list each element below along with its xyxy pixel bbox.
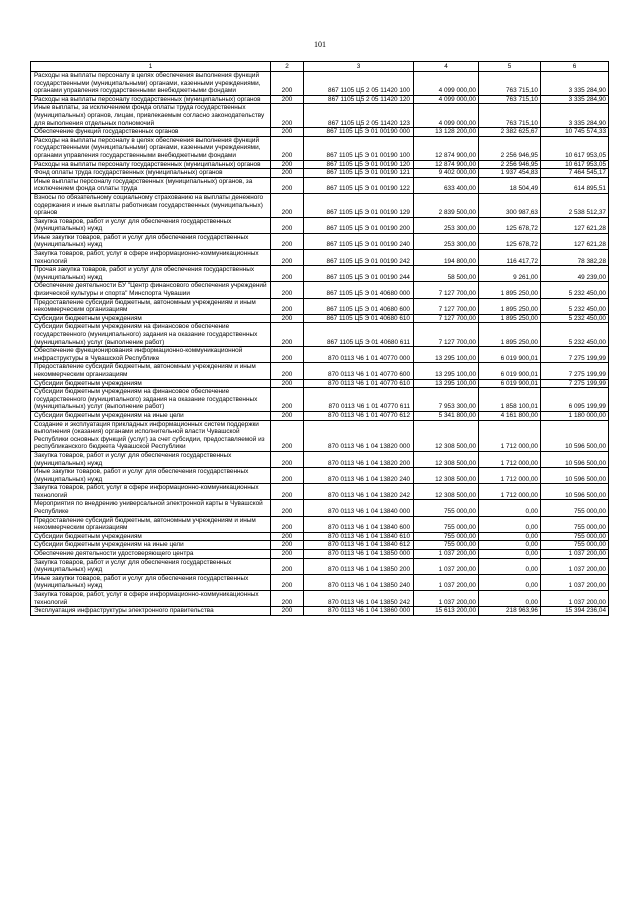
row-value-col4: 1 037 200,00 [414,558,479,574]
row-description: Расходы на выплаты персоналу в целях обеспечения выполнения функций государственными (муниципальными) органами, казенными учреждениями, органами управления государственными внебюджетными фондами [31,136,271,160]
header-cell: 3 [304,62,414,72]
row-description: Фонд оплаты труда государственных (муниципальных) органов [31,169,271,178]
row-column-2: 200 [271,363,304,379]
row-value-col5: 0,00 [479,516,541,532]
row-value-col6: 3 335 284,90 [541,95,609,104]
row-column-2: 200 [271,314,304,323]
row-value-col5: 2 256 946,95 [479,136,541,160]
row-value-col6: 2 538 512,37 [541,193,609,217]
row-description: Иные выплаты персоналу государственных (муниципальных) органов, за исключением фонда оплаты труда [31,177,271,193]
row-value-col5: 1 712 000,00 [479,468,541,484]
row-classification-code: 867 1105 Ц5 Э 01 00190 000 [304,128,414,137]
row-value-col5: 763 715,10 [479,72,541,96]
row-description: Расходы на выплаты персоналу государственных (муниципальных) органов [31,95,271,104]
table-row [31,550,609,559]
row-column-2: 200 [271,282,304,298]
row-value-col5: 763 715,10 [479,104,541,128]
row-value-col4: 4 099 000,00 [414,72,479,96]
row-value-col5: 0,00 [479,532,541,541]
row-description: Прочая закупка товаров, работ и услуг для обеспечения государственных (муниципальных) нужд [31,266,271,282]
table-row [31,217,609,233]
row-value-col6: 1 037 200,00 [541,558,609,574]
row-value-col4: 253 300,00 [414,233,479,249]
row-value-col4: 755 000,00 [414,541,479,550]
table-row [31,500,609,516]
row-classification-code: 870 0113 Ч6 1 01 40770 000 [304,347,414,363]
row-value-col4: 12 308 500,00 [414,420,479,451]
row-description: Субсидии бюджетным учреждениям [31,379,271,388]
row-column-2: 200 [271,379,304,388]
row-description: Субсидии бюджетным учреждениям [31,532,271,541]
row-classification-code: 867 1105 Ц5 2 05 11420 100 [304,72,414,96]
row-classification-code: 867 1105 Ц5 Э 01 00190 100 [304,136,414,160]
row-description: Мероприятия по внедрению универсальной электронной карты в Чувашской Республике [31,500,271,516]
row-classification-code: 867 1105 Ц5 Э 01 00190 120 [304,160,414,169]
row-value-col6: 3 335 284,90 [541,104,609,128]
row-column-2: 200 [271,420,304,451]
row-description: Субсидии бюджетным учреждениям на финансовое обеспечение государственного (муниципального) задания на оказание государственных (муниципальных) услуг (выполнение работ) [31,323,271,347]
row-description: Закупка товаров, работ, услуг в сфере информационно-коммуникационных технологий [31,484,271,500]
row-description: Эксплуатация инфраструктуры электронного правительства [31,607,271,616]
row-column-2: 200 [271,95,304,104]
row-value-col5: 2 256 946,95 [479,160,541,169]
row-description: Закупка товаров, работ и услуг для обеспечения государственных (муниципальных) нужд [31,451,271,467]
row-value-col5: 0,00 [479,574,541,590]
row-description: Создание и эксплуатация прикладных информационных систем поддержки выполнения (оказания) органами исполнительной власти Чувашской Республики основных функций (услуг) за счет субсидии, предоставляемой из республиканского бюджета Чувашской Республики [31,420,271,451]
row-value-col5: 0,00 [479,500,541,516]
row-value-col6: 10 596 500,00 [541,420,609,451]
row-value-col4: 4 099 000,00 [414,104,479,128]
row-value-col6: 755 000,00 [541,541,609,550]
header-cell: 6 [541,62,609,72]
row-value-col4: 7 127 700,00 [414,298,479,314]
row-description: Иные закупки товаров, работ и услуг для обеспечения государственных (муниципальных) нужд [31,574,271,590]
row-column-2: 200 [271,451,304,467]
row-description: Расходы на выплаты персоналу в целях обеспечения выполнения функций государственными (муниципальными) органами, казенными учреждениями, органами управления государственными внебюджетными фондами [31,72,271,96]
row-value-col6: 49 239,00 [541,266,609,282]
row-column-2: 200 [271,128,304,137]
header-cell: 2 [271,62,304,72]
row-classification-code: 870 0113 Ч6 1 01 40770 600 [304,363,414,379]
row-value-col5: 9 261,00 [479,266,541,282]
row-classification-code: 870 0113 Ч6 1 04 13850 000 [304,550,414,559]
row-value-col6: 614 895,51 [541,177,609,193]
row-value-col5: 18 504,49 [479,177,541,193]
row-description: Субсидии бюджетным учреждениям на финансовое обеспечение государственного (муниципального) задания на оказание государственных (муниципальных) услуг (выполнение работ) [31,388,271,412]
row-column-2: 200 [271,177,304,193]
row-description: Обеспечение функций государственных органов [31,128,271,137]
row-column-2: 200 [271,298,304,314]
row-column-2: 200 [271,411,304,420]
row-description: Субсидии бюджетным учреждениям на иные цели [31,411,271,420]
row-classification-code: 870 0113 Ч6 1 04 13840 612 [304,541,414,550]
row-value-col5: 1 895 250,00 [479,282,541,298]
row-column-2: 200 [271,193,304,217]
table-row [31,516,609,532]
table-row [31,541,609,550]
row-value-col6: 5 232 450,00 [541,323,609,347]
row-value-col5: 6 019 900,01 [479,347,541,363]
row-value-col4: 194 800,00 [414,250,479,266]
table-row [31,451,609,467]
row-classification-code: 867 1105 Ц5 Э 01 00190 242 [304,250,414,266]
row-value-col4: 12 308 500,00 [414,484,479,500]
row-value-col5: 2 382 625,67 [479,128,541,137]
row-classification-code: 867 1105 Ц5 2 05 11420 123 [304,104,414,128]
row-classification-code: 867 1105 Ц5 Э 01 40680 600 [304,298,414,314]
row-column-2: 200 [271,217,304,233]
row-value-col6: 127 621,28 [541,233,609,249]
row-value-col5: 0,00 [479,550,541,559]
row-column-2: 200 [271,266,304,282]
row-description: Взносы по обязательному социальному страхованию на выплаты денежного содержания и иные выплаты работникам государственных (муниципальных) органов [31,193,271,217]
row-column-2: 200 [271,532,304,541]
row-column-2: 200 [271,323,304,347]
table-row [31,314,609,323]
row-column-2: 200 [271,347,304,363]
row-value-col6: 7 275 199,99 [541,347,609,363]
row-description: Обеспечение деятельности БУ "Центр финансового обеспечения учреждений физической культуры и спорта" Минспорта Чувашии [31,282,271,298]
row-value-col6: 5 232 450,00 [541,298,609,314]
header-row [31,62,609,72]
row-value-col6: 755 000,00 [541,516,609,532]
table-row [31,298,609,314]
row-column-2: 200 [271,484,304,500]
row-value-col4: 9 402 000,00 [414,169,479,178]
row-classification-code: 867 1105 Ц5 Э 01 00190 240 [304,233,414,249]
row-value-col4: 755 000,00 [414,516,479,532]
table-row [31,282,609,298]
row-value-col6: 1 037 200,00 [541,550,609,559]
table-row [31,420,609,451]
table-row [31,72,609,96]
row-value-col4: 755 000,00 [414,500,479,516]
row-value-col5: 0,00 [479,591,541,607]
table-row [31,128,609,137]
row-column-2: 200 [271,468,304,484]
table-row [31,193,609,217]
row-value-col6: 15 394 236,04 [541,607,609,616]
row-value-col5: 1 712 000,00 [479,451,541,467]
row-value-col4: 5 341 800,00 [414,411,479,420]
row-column-2: 200 [271,541,304,550]
row-classification-code: 867 1105 Ц5 2 05 11420 120 [304,95,414,104]
row-classification-code: 870 0113 Ч6 1 04 13840 600 [304,516,414,532]
row-classification-code: 870 0113 Ч6 1 04 13850 242 [304,591,414,607]
row-value-col5: 300 987,63 [479,193,541,217]
row-value-col6: 5 232 450,00 [541,282,609,298]
row-description: Закупка товаров, работ и услуг для обеспечения государственных (муниципальных) нужд [31,558,271,574]
page-number: 101 [314,40,326,49]
row-value-col4: 13 128 200,00 [414,128,479,137]
row-value-col4: 12 874 900,00 [414,160,479,169]
row-value-col6: 78 382,28 [541,250,609,266]
row-description: Обеспечение функционирования информационно-коммуникационной инфраструктуры в Чувашской Республике [31,347,271,363]
row-value-col4: 12 874 900,00 [414,136,479,160]
row-value-col5: 0,00 [479,541,541,550]
table-row [31,607,609,616]
row-classification-code: 870 0113 Ч6 1 04 13840 000 [304,500,414,516]
table-row [31,136,609,160]
row-column-2: 200 [271,607,304,616]
table-row [31,266,609,282]
table-row [31,177,609,193]
row-classification-code: 870 0113 Ч6 1 04 13820 000 [304,420,414,451]
row-value-col6: 10 596 500,00 [541,451,609,467]
row-value-col4: 13 295 100,00 [414,379,479,388]
row-value-col6: 1 180 000,00 [541,411,609,420]
row-column-2: 200 [271,104,304,128]
row-column-2: 200 [271,550,304,559]
row-value-col5: 6 019 900,01 [479,363,541,379]
row-value-col5: 1 937 454,83 [479,169,541,178]
row-description: Предоставление субсидий бюджетным, автономным учреждениям и иным некоммерческим организациям [31,363,271,379]
row-value-col6: 755 000,00 [541,532,609,541]
row-value-col4: 58 500,00 [414,266,479,282]
table-row [31,484,609,500]
row-value-col4: 1 037 200,00 [414,591,479,607]
row-column-2: 200 [271,574,304,590]
row-value-col4: 1 037 200,00 [414,550,479,559]
row-description: Субсидии бюджетным учреждениям [31,314,271,323]
row-value-col4: 755 000,00 [414,532,479,541]
row-value-col4: 7 127 700,00 [414,323,479,347]
row-value-col6: 7 275 199,99 [541,379,609,388]
table-row [31,558,609,574]
row-value-col6: 10 596 500,00 [541,484,609,500]
row-classification-code: 867 1105 Ц5 Э 01 40680 000 [304,282,414,298]
table-row [31,411,609,420]
row-description: Иные выплаты, за исключением фонда оплаты труда государственных (муниципальных) органов, лицам, привлекаемым согласно законодательству для выполнения отдельных полномочий [31,104,271,128]
row-value-col4: 7 127 700,00 [414,314,479,323]
row-classification-code: 867 1105 Ц5 Э 01 00190 129 [304,193,414,217]
row-value-col5: 125 678,72 [479,217,541,233]
row-classification-code: 870 0113 Ч6 1 01 40770 610 [304,379,414,388]
row-column-2: 200 [271,72,304,96]
row-description: Иные закупки товаров, работ и услуг для обеспечения государственных (муниципальных) нужд [31,233,271,249]
row-value-col6: 6 095 199,99 [541,388,609,412]
row-value-col4: 4 099 000,00 [414,95,479,104]
row-value-col5: 1 895 250,00 [479,314,541,323]
row-value-col6: 1 037 200,00 [541,591,609,607]
row-value-col5: 763 715,10 [479,95,541,104]
row-classification-code: 870 0113 Ч6 1 04 13840 610 [304,532,414,541]
row-classification-code: 867 1105 Ц5 Э 01 00190 244 [304,266,414,282]
row-column-2: 200 [271,160,304,169]
row-column-2: 200 [271,136,304,160]
row-description: Иные закупки товаров, работ и услуг для обеспечения государственных (муниципальных) нужд [31,468,271,484]
row-value-col5: 125 678,72 [479,233,541,249]
row-column-2: 200 [271,169,304,178]
table-row [31,104,609,128]
row-description: Закупка товаров, работ, услуг в сфере информационно-коммуникационных технологий [31,591,271,607]
table-body [31,72,609,616]
row-value-col4: 13 295 100,00 [414,363,479,379]
row-value-col5: 6 019 900,01 [479,379,541,388]
row-value-col4: 15 613 200,00 [414,607,479,616]
table-row [31,379,609,388]
table-row [31,323,609,347]
row-value-col5: 1 895 250,00 [479,298,541,314]
row-value-col5: 1 712 000,00 [479,420,541,451]
row-value-col4: 1 037 200,00 [414,574,479,590]
row-value-col6: 5 232 450,00 [541,314,609,323]
row-value-col6: 7 275 199,99 [541,363,609,379]
row-value-col5: 1 712 000,00 [479,484,541,500]
row-value-col6: 10 617 953,05 [541,160,609,169]
table-row [31,169,609,178]
row-value-col6: 10 745 574,33 [541,128,609,137]
row-column-2: 200 [271,516,304,532]
row-value-col4: 12 308 500,00 [414,451,479,467]
row-value-col5: 218 963,96 [479,607,541,616]
header-cell: 5 [479,62,541,72]
row-value-col5: 1 895 250,00 [479,323,541,347]
row-value-col6: 10 617 953,05 [541,136,609,160]
row-classification-code: 870 0113 Ч6 1 01 40770 611 [304,388,414,412]
row-value-col4: 12 308 500,00 [414,468,479,484]
row-value-col4: 2 839 500,00 [414,193,479,217]
table-row [31,591,609,607]
row-classification-code: 867 1105 Ц5 Э 01 40680 611 [304,323,414,347]
row-classification-code: 870 0113 Ч6 1 04 13820 240 [304,468,414,484]
row-description: Закупка товаров, работ, услуг в сфере информационно-коммуникационных технологий [31,250,271,266]
budget-table [30,61,609,616]
row-classification-code: 867 1105 Ц5 Э 01 00190 200 [304,217,414,233]
row-column-2: 200 [271,558,304,574]
row-value-col5: 0,00 [479,558,541,574]
row-description: Закупка товаров, работ и услуг для обеспечения государственных (муниципальных) нужд [31,217,271,233]
table-row [31,363,609,379]
table-row [31,468,609,484]
table-row [31,233,609,249]
row-description: Предоставление субсидий бюджетным, автономным учреждениям и иным некоммерческим организациям [31,516,271,532]
row-classification-code: 870 0113 Ч6 1 04 13820 242 [304,484,414,500]
row-classification-code: 870 0113 Ч6 1 04 13850 240 [304,574,414,590]
row-value-col6: 755 000,00 [541,500,609,516]
row-classification-code: 867 1105 Ц5 Э 01 00190 122 [304,177,414,193]
row-value-col4: 13 295 100,00 [414,347,479,363]
row-description: Субсидии бюджетным учреждениям на иные цели [31,541,271,550]
row-value-col6: 7 464 545,17 [541,169,609,178]
row-column-2: 200 [271,500,304,516]
row-description: Обеспечение деятельности удостоверяющего центра [31,550,271,559]
row-value-col6: 1 037 200,00 [541,574,609,590]
row-value-col5: 4 161 800,00 [479,411,541,420]
row-description: Предоставление субсидий бюджетным, автономным учреждениям и иным некоммерческим организациям [31,298,271,314]
header-cell: 1 [31,62,271,72]
row-classification-code: 870 0113 Ч6 1 04 13850 200 [304,558,414,574]
row-classification-code: 867 1105 Ц5 Э 01 40680 610 [304,314,414,323]
table-row [31,388,609,412]
row-value-col4: 633 400,00 [414,177,479,193]
row-value-col6: 10 596 500,00 [541,468,609,484]
row-column-2: 200 [271,250,304,266]
table-row [31,574,609,590]
row-value-col6: 127 621,28 [541,217,609,233]
row-value-col6: 3 335 284,90 [541,72,609,96]
row-column-2: 200 [271,233,304,249]
table-row [31,160,609,169]
row-classification-code: 867 1105 Ц5 Э 01 00190 121 [304,169,414,178]
table-row [31,347,609,363]
table-row [31,532,609,541]
row-classification-code: 870 0113 Ч6 1 01 40770 612 [304,411,414,420]
row-classification-code: 870 0113 Ч6 1 04 13860 000 [304,607,414,616]
row-classification-code: 870 0113 Ч6 1 04 13820 200 [304,451,414,467]
table-row [31,95,609,104]
row-value-col4: 7 127 700,00 [414,282,479,298]
row-column-2: 200 [271,591,304,607]
row-value-col4: 7 953 300,00 [414,388,479,412]
row-description: Расходы на выплаты персоналу государственных (муниципальных) органов [31,160,271,169]
row-value-col4: 253 300,00 [414,217,479,233]
row-column-2: 200 [271,388,304,412]
header-cell: 4 [414,62,479,72]
row-value-col5: 116 417,72 [479,250,541,266]
row-value-col5: 1 858 100,01 [479,388,541,412]
table-row [31,250,609,266]
